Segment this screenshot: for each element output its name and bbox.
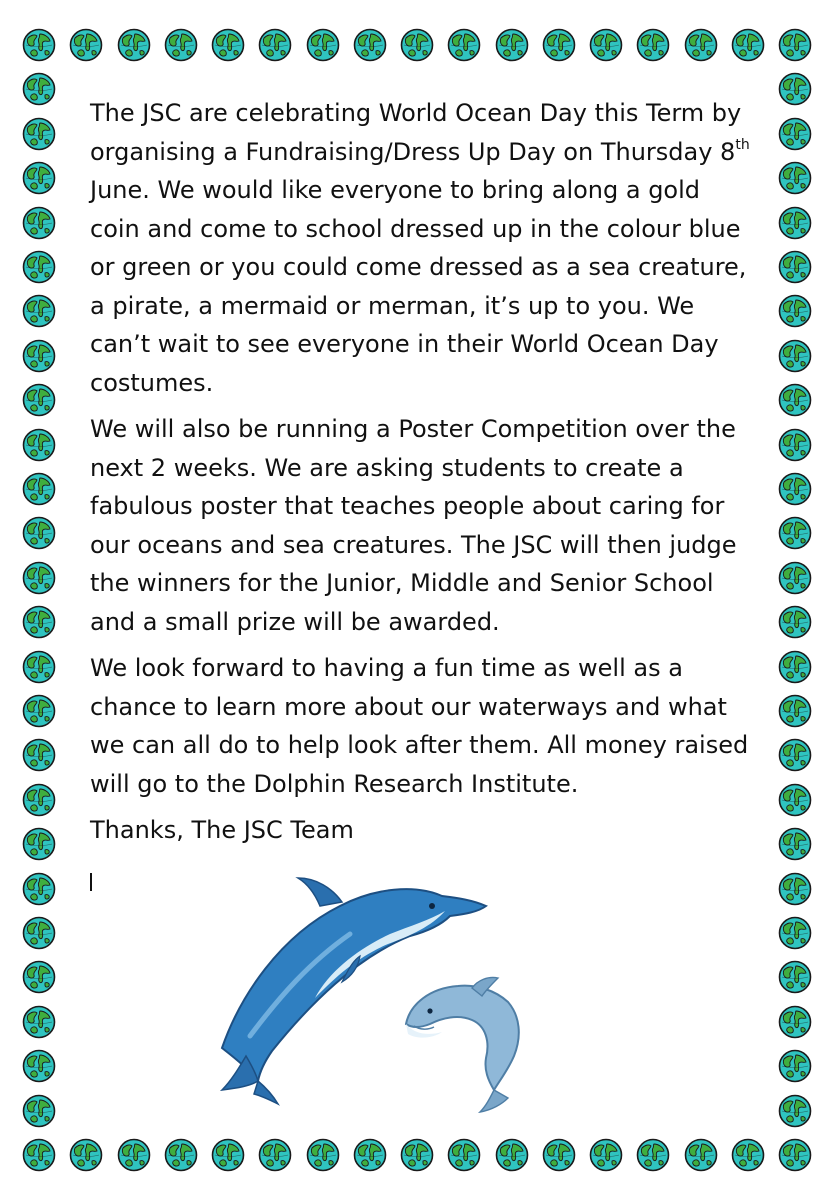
globe-icon — [164, 1138, 198, 1172]
globe-icon — [778, 1094, 812, 1128]
globe-icon — [778, 650, 812, 684]
globe-icon — [778, 605, 812, 639]
globe-icon — [22, 1094, 56, 1128]
globe-icon — [636, 28, 670, 62]
globe-icon — [22, 1005, 56, 1039]
globe-icon — [22, 694, 56, 728]
globe-icon — [258, 1138, 292, 1172]
globe-icon — [778, 161, 812, 195]
paragraph-announcement-text-start: The JSC are celebrating World Ocean Day this Term by organising a Fundraising/Dress Up Day on Thursday 8 — [90, 99, 742, 166]
paragraph-announcement-text-end: June. We would like everyone to bring along a gold coin and come to school dressed up in the colour blue or green or you could come dressed as a sea creature, a pirate, a mermaid or merman, it’s up to you. We can’t wait to see everyone in their World Ocean Day costumes. — [90, 176, 747, 397]
globe-icon — [164, 28, 198, 62]
globe-icon — [22, 783, 56, 817]
document-body — [90, 94, 750, 858]
globe-icon — [778, 1049, 812, 1083]
globe-icon — [117, 1138, 151, 1172]
globe-icon — [22, 960, 56, 994]
globe-icon — [22, 561, 56, 595]
globe-icon — [69, 28, 103, 62]
globe-icon — [684, 28, 718, 62]
globe-icon — [22, 605, 56, 639]
globe-icon — [778, 694, 812, 728]
globe-icon — [22, 428, 56, 462]
globe-icon — [778, 783, 812, 817]
globe-icon — [22, 738, 56, 772]
globe-icon — [589, 1138, 623, 1172]
globe-icon — [22, 1049, 56, 1083]
globe-icon — [117, 28, 151, 62]
globe-icon — [211, 1138, 245, 1172]
globe-icon — [400, 1138, 434, 1172]
globe-icon — [589, 28, 623, 62]
text-cursor[interactable] — [90, 873, 92, 891]
globe-icon — [22, 916, 56, 950]
globe-icon — [22, 250, 56, 284]
globe-icon — [778, 516, 812, 550]
globe-icon — [22, 72, 56, 106]
globe-icon — [22, 161, 56, 195]
globe-icon — [636, 1138, 670, 1172]
signoff: Thanks, The JSC Team — [90, 816, 354, 844]
globe-icon — [778, 117, 812, 151]
globe-icon — [258, 28, 292, 62]
globe-icon — [22, 872, 56, 906]
globe-icon — [778, 383, 812, 417]
globe-icon — [778, 339, 812, 373]
globe-icon — [306, 1138, 340, 1172]
globe-icon — [447, 1138, 481, 1172]
date-ordinal-suffix: th — [735, 136, 750, 153]
globe-icon — [353, 28, 387, 62]
globe-icon — [22, 339, 56, 373]
paragraph-closing: We look forward to having a fun time as well as a chance to learn more about our waterways and what we can all do to help look after them. All money raised will go to the Dolphin Research Institute. — [90, 654, 749, 798]
globe-icon — [69, 1138, 103, 1172]
globe-icon — [22, 472, 56, 506]
dolphins-illustration — [210, 866, 540, 1116]
globe-icon — [778, 472, 812, 506]
globe-icon — [778, 916, 812, 950]
globe-icon — [22, 383, 56, 417]
globe-icon — [778, 872, 812, 906]
small-dolphin-icon — [406, 977, 519, 1112]
globe-icon — [778, 72, 812, 106]
globe-icon — [306, 28, 340, 62]
globe-icon — [778, 294, 812, 328]
paragraph-announcement — [90, 94, 750, 402]
globe-icon — [22, 206, 56, 240]
globe-icon — [778, 206, 812, 240]
globe-icon — [778, 28, 812, 62]
globe-icon — [447, 28, 481, 62]
globe-icon — [684, 1138, 718, 1172]
globe-icon — [22, 1138, 56, 1172]
globe-icon — [211, 28, 245, 62]
globe-icon — [22, 827, 56, 861]
globe-icon — [495, 1138, 529, 1172]
globe-icon — [778, 561, 812, 595]
globe-icon — [542, 28, 576, 62]
globe-icon — [22, 650, 56, 684]
globe-icon — [778, 738, 812, 772]
paragraph-poster-competition: We will also be running a Poster Competition over the next 2 weeks. We are asking students to create a fabulous poster that teaches people about caring for our oceans and sea creatures. The JSC will then judge the winners for the Junior, Middle and Senior School and a small prize will be awarded. — [90, 415, 737, 636]
globe-icon — [542, 1138, 576, 1172]
globe-icon — [731, 28, 765, 62]
globe-icon — [778, 250, 812, 284]
globe-icon — [778, 827, 812, 861]
globe-icon — [495, 28, 529, 62]
globe-icon — [778, 1138, 812, 1172]
globe-icon — [778, 960, 812, 994]
globe-icon — [731, 1138, 765, 1172]
globe-icon — [22, 28, 56, 62]
globe-icon — [22, 117, 56, 151]
globe-icon — [22, 516, 56, 550]
globe-icon — [778, 428, 812, 462]
globe-icon — [22, 294, 56, 328]
globe-icon — [353, 1138, 387, 1172]
globe-icon — [400, 28, 434, 62]
globe-icon — [778, 1005, 812, 1039]
